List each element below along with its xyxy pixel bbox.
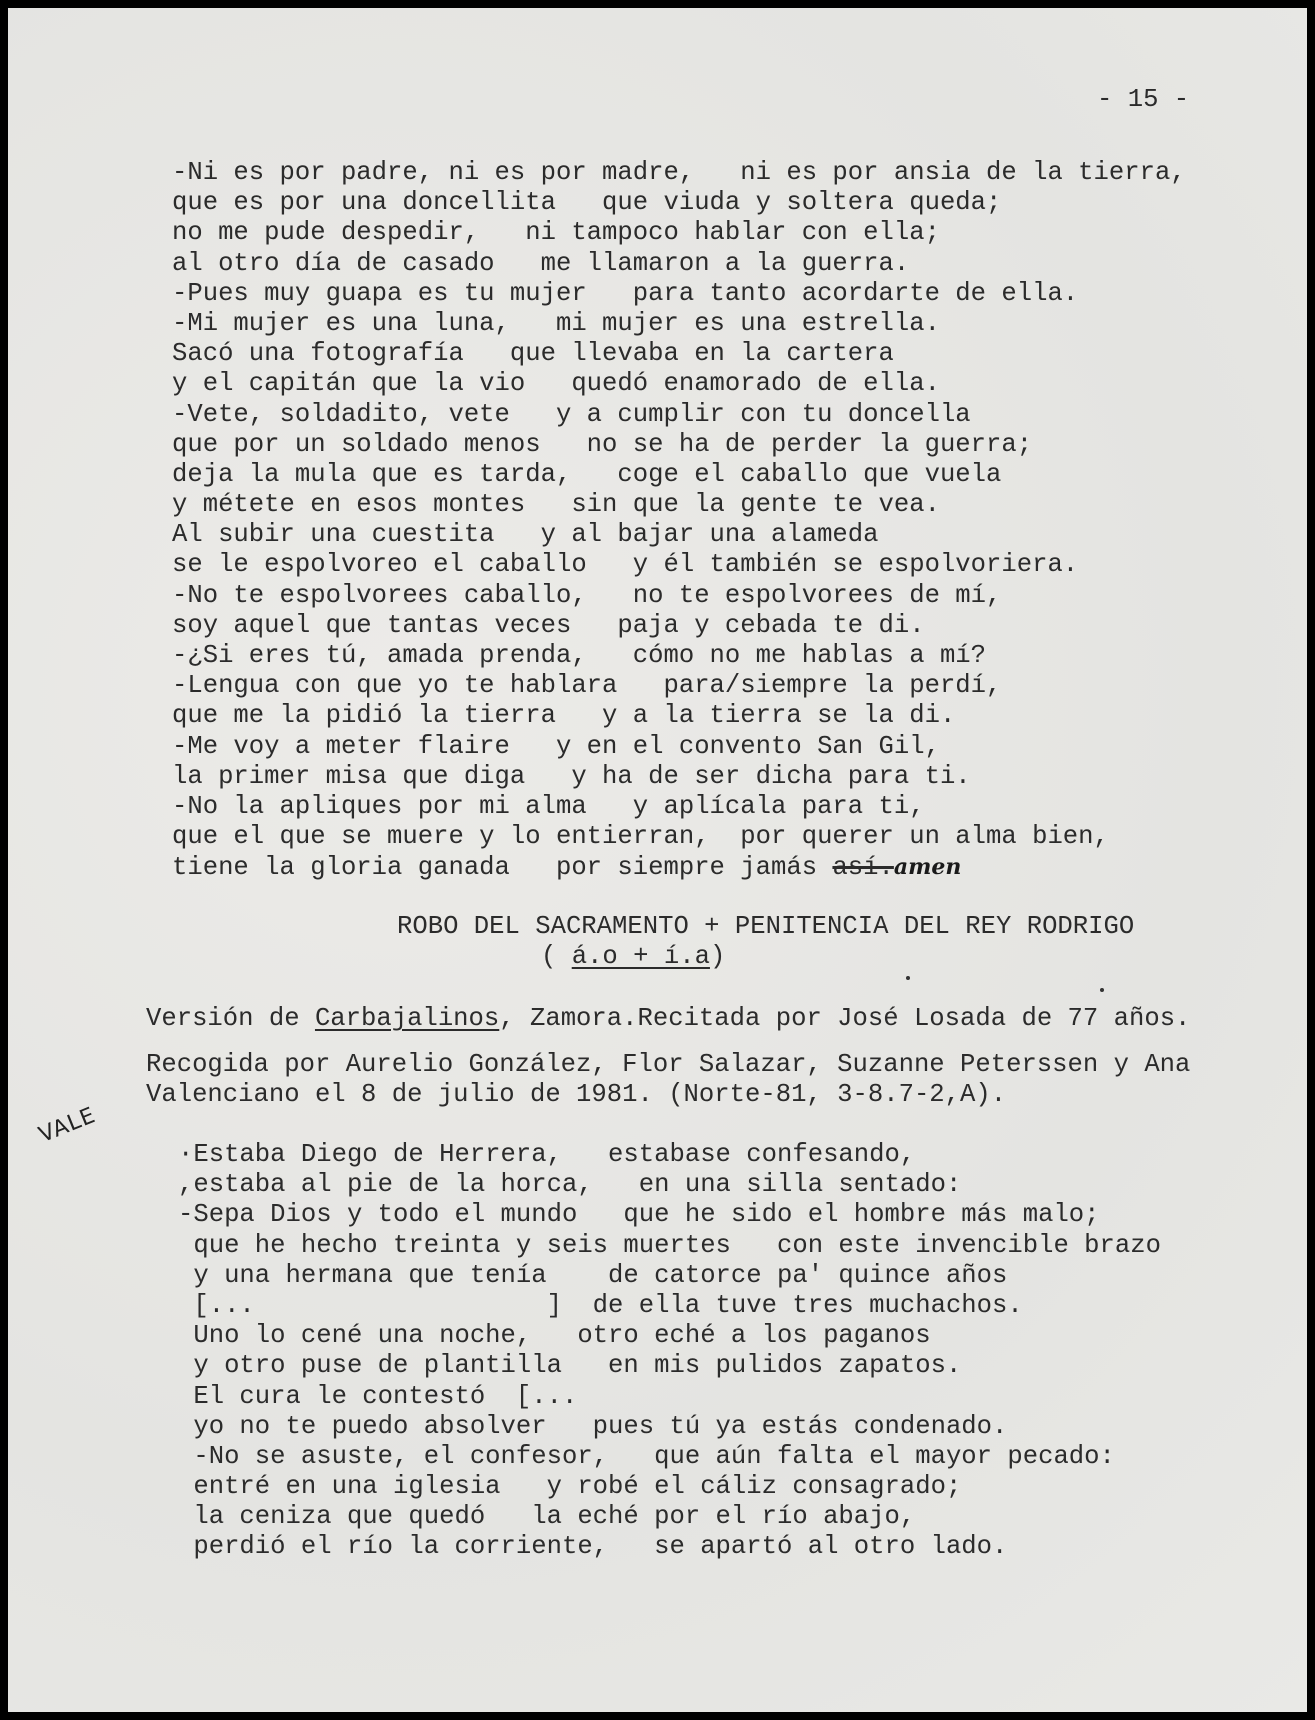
version-place: Carbajalinos xyxy=(314,1004,500,1033)
ballad-verses-part1 xyxy=(172,158,1186,883)
verse-line: -Ni es por padre, ni es por madre, ni es por ansia de la tierra, xyxy=(172,158,1186,187)
verse-line: -Lengua con que yo te hablara para/siempre la perdí, xyxy=(172,671,1002,701)
verse-line: que el que se muere y lo entierran, por querer un alma bien, xyxy=(172,822,1109,852)
verse-line: Sacó una fotografía que llevaba en la cartera xyxy=(172,339,894,369)
collection-note xyxy=(146,1050,1190,1110)
struck-word: así. xyxy=(832,853,894,883)
verse-line-last xyxy=(172,852,1186,882)
assonance-subtitle xyxy=(541,942,725,972)
verse-line: soy aquel que tantas veces paja y cebada te di. xyxy=(172,610,925,640)
assonance: á.o + í.a xyxy=(571,942,710,971)
ballad-title: ROBO DEL SACRAMENTO + PENITENCIA DEL REY RODRIGO xyxy=(397,912,1135,941)
paren-open: ( xyxy=(541,942,572,971)
version-line xyxy=(146,1004,1190,1034)
verse-line: entré en una iglesia y robé el cáliz consagrado; xyxy=(178,1472,962,1502)
verse-line: Uno lo cené una noche, otro eché a los paganos xyxy=(178,1321,931,1351)
handwritten-margin-note: VALE xyxy=(35,1102,100,1149)
verse-line: -No la apliques por mi alma y aplícala para ti, xyxy=(172,791,925,821)
paren-close: ) xyxy=(709,942,726,971)
verse-line: al otro día de casado me llamaron a la guerra. xyxy=(172,248,910,278)
verse-line: que he hecho treinta y seis muertes con este invencible brazo xyxy=(178,1230,1161,1260)
verse-line: ,estaba al pie de la horca, en una silla sentado: xyxy=(178,1170,962,1200)
ink-dot xyxy=(906,976,910,980)
verse-text: tiene la gloria ganada por siempre jamás xyxy=(172,853,833,883)
verse-line: [... ] de ella tuve tres muchachos. xyxy=(178,1290,1023,1320)
verse-line: yo no te puedo absolver pues tú ya estás condenado. xyxy=(178,1411,1008,1441)
verse-line: -Sepa Dios y todo el mundo que he sido el hombre más malo; xyxy=(178,1200,1100,1230)
verse-line: que por un soldado menos no se ha de perder la guerra; xyxy=(172,429,1033,459)
verse-line: y otro puse de plantilla en mis pulidos zapatos. xyxy=(178,1351,962,1381)
verse-line: -No te espolvorees caballo, no te espolvorees de mí, xyxy=(172,580,1002,610)
verse-line: deja la mula que es tarda, coge el caballo que vuela xyxy=(172,459,1002,489)
collection-line: Recogida por Aurelio González, Flor Salazar, Suzanne Peterssen y Ana xyxy=(146,1050,1191,1079)
page-number: - 15 - xyxy=(1097,85,1190,114)
collection-line: Valenciano el 8 de julio de 1981. (Norte-81, 3-8.7-2,A). xyxy=(146,1080,1007,1110)
verse-line: -Vete, soldadito, vete y a cumplir con tu doncella xyxy=(172,399,971,429)
verse-line: Al subir una cuestita y al bajar una alameda xyxy=(172,520,879,550)
verse-line: y métete en esos montes sin que la gente te vea. xyxy=(172,490,940,520)
verse-line: la primer misa que diga y ha de ser dicha para ti. xyxy=(172,761,971,791)
version-rest: , Zamora.Recitada por José Losada de 77 años. xyxy=(499,1004,1191,1033)
document-page xyxy=(8,8,1307,1712)
verse-line: El cura le contestó [... xyxy=(178,1381,578,1411)
verse-line: -Mi mujer es una luna, mi mujer es una estrella. xyxy=(172,308,940,338)
verse-line: perdió el río la corriente, se apartó al otro lado. xyxy=(178,1532,1008,1562)
verse-line: ·Estaba Diego de Herrera, estabase confesando, xyxy=(178,1140,916,1169)
verse-line: y el capitán que la vio quedó enamorado de ella. xyxy=(172,369,940,399)
verse-line: y una hermana que tenía de catorce pa' quince años xyxy=(178,1260,1008,1290)
verse-line: que es por una doncellita que viuda y soltera queda; xyxy=(172,188,1002,218)
verse-line: -Pues muy guapa es tu mujer para tanto acordarte de ella. xyxy=(172,278,1079,308)
verse-line: se le espolvoreo el caballo y él también se espolvoriera. xyxy=(172,550,1079,580)
verse-line: -No se asuste, el confesor, que aún falta el mayor pecado: xyxy=(178,1441,1115,1471)
verse-line: -Me voy a meter flaire y en el convento San Gil, xyxy=(172,731,940,761)
verse-line: no me pude despedir, ni tampoco hablar con ella; xyxy=(172,218,940,248)
verse-line: la ceniza que quedó la eché por el río abajo, xyxy=(178,1502,916,1532)
ink-dot xyxy=(1100,988,1104,992)
version-prefix: Versión de xyxy=(146,1004,315,1033)
ballad-verses-part2 xyxy=(178,1140,1161,1563)
verse-line: -¿Si eres tú, amada prenda, cómo no me hablas a mí? xyxy=(172,641,987,670)
handwritten-correction: amen xyxy=(893,854,962,881)
verse-line: que me la pidió la tierra y a la tierra se la di. xyxy=(172,701,956,731)
